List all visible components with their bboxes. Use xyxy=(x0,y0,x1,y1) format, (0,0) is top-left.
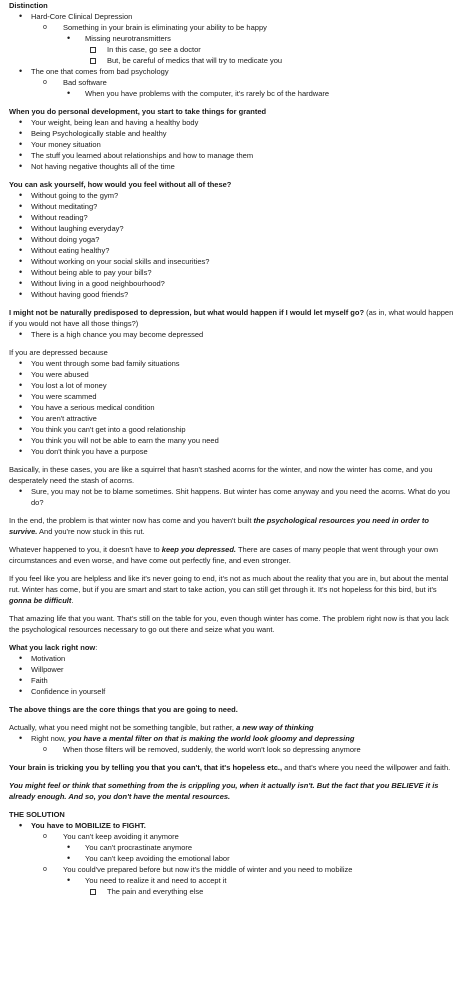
list-item: • The stuff you learned about relationships and how to manage them xyxy=(9,150,465,161)
feel-paragraph: You might feel or think that something from the is crippling you, when it actually isn't. But the fact that you BELIEVE it is already enough. And so, you don't have the mental resources. xyxy=(9,781,439,801)
circle-bullet-icon xyxy=(43,744,47,755)
list-item: • You were abused xyxy=(9,369,465,380)
list-item: • You were scammed xyxy=(9,391,465,402)
circle-bullet-icon xyxy=(43,77,47,88)
list-item: • Without being able to pay your bills? xyxy=(9,267,465,278)
list-item: • You went through some bad family situations xyxy=(9,358,465,369)
tricking-paragraph: Your brain is tricking you by telling you that you can't, that it's hopeless etc., and that's where you need the willpower and faith. xyxy=(9,763,451,772)
because-heading: If you are depressed because xyxy=(9,348,108,357)
rut-paragraph: In the end, the problem is that winter now has come and you haven't built the psychological resources you need in order to survive. And you're now stuck in this rut. xyxy=(9,516,429,536)
actually-paragraph: Actually, what you need might not be something tangible, but rather, a new way of thinking xyxy=(9,723,314,732)
bullet-icon xyxy=(19,289,22,301)
bullet-icon xyxy=(19,686,22,698)
list-item: • You need to realize it and need to accept it xyxy=(9,875,465,886)
list-item: • You don't think you have a purpose xyxy=(9,446,465,457)
without-heading: You can ask yourself, how would you feel without all of these? xyxy=(9,180,232,189)
list-item: In this case, go see a doctor xyxy=(9,44,465,55)
helpless-paragraph: If you feel like you are helpless and like it's never going to end, it's not as much about the reality that you are in, but about the mental rut. Winter has come, but if you are smart and start to take action, you can still get through it. It's not hopeless for this bird, but it's gonna be difficult. xyxy=(9,574,449,605)
bullet-icon xyxy=(19,446,22,458)
circle-bullet-icon xyxy=(43,864,47,875)
list-item: But, be careful of medics that will try to medicate you xyxy=(9,55,465,66)
because-list xyxy=(9,358,465,457)
bullet-icon xyxy=(67,88,70,100)
list-item: • Without laughing everyday? xyxy=(9,223,465,234)
list-item: • When you have problems with the computer, it's rarely bc of the hardware xyxy=(9,88,465,99)
list-item: • Right now, you have a mental filter on that is making the world look gloomy and depressing xyxy=(9,733,465,744)
list-item: • Without having good friends? xyxy=(9,289,465,300)
list-item: • Without meditating? xyxy=(9,201,465,212)
list-item: • You have to MOBILIZE to FIGHT. xyxy=(9,820,465,831)
list-item: o You can't keep avoiding it anymore xyxy=(9,831,465,842)
list-item: • Willpower xyxy=(9,664,465,675)
list-item: • You aren't attractive xyxy=(9,413,465,424)
granted-list xyxy=(9,117,465,172)
list-item: • Being Psychologically stable and healthy xyxy=(9,128,465,139)
list-item: o When those filters will be removed, suddenly, the world won't look so depressing anymore xyxy=(9,744,465,755)
list-item: • Without working on your social skills and insecurities? xyxy=(9,256,465,267)
list-item: • Confidence in yourself xyxy=(9,686,465,697)
list-item: • Missing neurotransmitters xyxy=(9,33,465,44)
list-item: o Something in your brain is eliminating your ability to be happy xyxy=(9,22,465,33)
list-item: • There is a high chance you may become depressed xyxy=(9,329,465,340)
bullet-icon xyxy=(19,486,22,498)
bullet-icon xyxy=(19,329,22,341)
list-item: • You lost a lot of money xyxy=(9,380,465,391)
bullet-icon xyxy=(19,161,22,173)
granted-heading: When you do personal development, you start to take things for granted xyxy=(9,107,267,116)
solution-heading: THE SOLUTION xyxy=(9,810,65,819)
list-item: o You could've prepared before but now it's the middle of winter and you need to mobilize xyxy=(9,864,465,875)
list-item: • The one that comes from bad psychology xyxy=(9,66,465,77)
list-item: • Without doing yoga? xyxy=(9,234,465,245)
lack-heading: What you lack right now: xyxy=(9,643,98,652)
list-item: The pain and everything else xyxy=(9,886,465,897)
list-item: • Without eating healthy? xyxy=(9,245,465,256)
list-item: • You can't procrastinate anymore xyxy=(9,842,465,853)
list-item: • Not having negative thoughts all of the time xyxy=(9,161,465,172)
without-list xyxy=(9,190,465,300)
life-paragraph: That amazing life that you want. That's still on the table for you, even though winter has come. The problem right now is that you lack the psychological resources necessary to go out there and seize what you want. xyxy=(9,614,449,634)
list-item: • Without reading? xyxy=(9,212,465,223)
list-item: • You have a serious medical condition xyxy=(9,402,465,413)
list-item: • Your weight, being lean and having a healthy body xyxy=(9,117,465,128)
square-bullet-icon xyxy=(90,886,96,899)
keep-paragraph: Whatever happened to you, it doesn't have to keep you depressed. There are cases of many people that went through your own circumstances and even worse, and have come out perfectly fine, and even stronger. xyxy=(9,545,439,565)
list-item: • Hard-Core Clinical Depression xyxy=(9,11,465,22)
list-item: • You think you can't get into a good relationship xyxy=(9,424,465,435)
list-item: • Sure, you may not be to blame sometimes. Shit happens. But winter has come anyway and you need the acorns. What do you do? xyxy=(9,486,465,508)
list-item: • Without living in a good neighbourhood? xyxy=(9,278,465,289)
core-heading: The above things are the core things that you are going to need. xyxy=(9,705,238,714)
lack-list xyxy=(9,653,465,697)
predisposed-paragraph: I might not be naturally predisposed to depression, but what would happen if I would let myself go? (as in, what would happen if you would not have all those things?) xyxy=(9,308,454,328)
list-item: • You think you will not be able to earn the many you need xyxy=(9,435,465,446)
list-item: • Your money situation xyxy=(9,139,465,150)
circle-bullet-icon xyxy=(43,831,47,842)
distinction-heading: Distinction xyxy=(9,1,48,10)
squirrel-paragraph: Basically, in these cases, you are like a squirrel that hasn't stashed acorns for the winter, and now the winter has come, and you desperately need the stash of acorns. xyxy=(9,465,433,485)
list-item: o Bad software xyxy=(9,77,465,88)
list-item: • Faith xyxy=(9,675,465,686)
circle-bullet-icon xyxy=(43,22,47,33)
list-item: • Without going to the gym? xyxy=(9,190,465,201)
list-item: • Motivation xyxy=(9,653,465,664)
list-item: • You can't keep avoiding the emotional labor xyxy=(9,853,465,864)
